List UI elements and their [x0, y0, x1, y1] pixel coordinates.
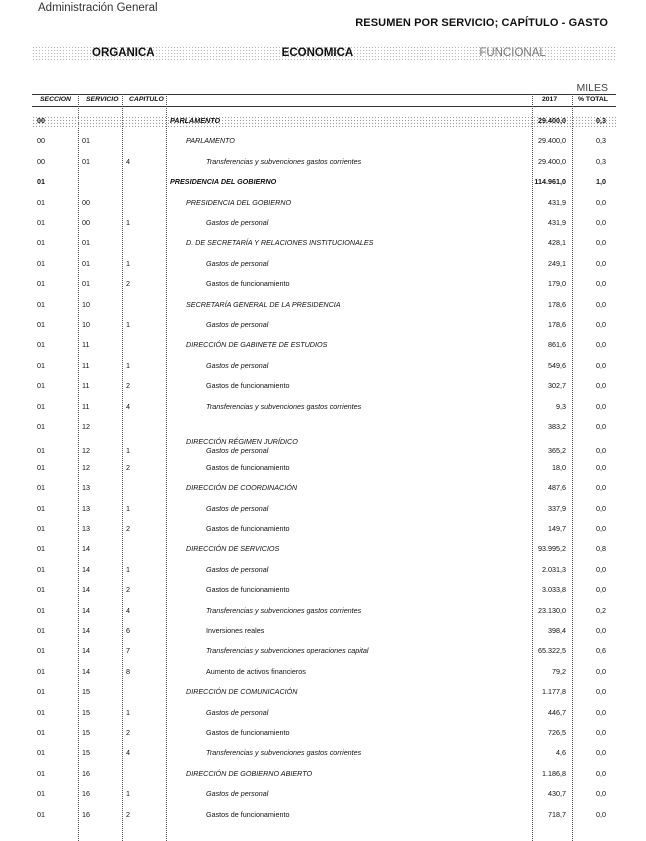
cell-descripcion — [170, 565, 530, 574]
section-row — [32, 177, 616, 188]
cell-servicio: 16 — [82, 789, 90, 799]
cell-servicio: 14 — [82, 585, 90, 595]
cell-descripcion — [170, 606, 530, 615]
cell-capitulo: 1 — [126, 320, 130, 329]
cell-porcentaje: 0,0 — [596, 218, 606, 227]
budget-table — [32, 94, 616, 841]
cell-capitulo: 1 — [126, 789, 130, 799]
description-text: DIRECCIÓN DE GABINETE DE ESTUDIOS — [186, 340, 328, 350]
cell-capitulo: 1 — [126, 564, 130, 574]
cell-importe: 149,7 — [548, 524, 566, 533]
chapter-row — [32, 606, 616, 617]
cell-descripcion — [170, 483, 530, 492]
cell-descripcion — [170, 218, 530, 227]
cell-importe: 428,1 — [548, 238, 566, 248]
cell-importe: 2.031,3 — [542, 564, 566, 574]
chapter-row — [32, 748, 616, 759]
cell-porcentaje: 0,3 — [596, 156, 606, 166]
cell-capitulo: 2 — [126, 524, 130, 533]
description-text: PRESIDENCIA DEL GOBIERNO — [170, 177, 277, 187]
cell-importe: 726,5 — [548, 728, 566, 737]
cell-seccion: 01 — [37, 340, 45, 350]
filter-funcional-label: FUNCIONAL — [479, 47, 546, 59]
cell-servicio: 14 — [82, 626, 90, 635]
cell-importe: 1.186,8 — [542, 768, 566, 778]
header-seccion: SECCION — [40, 96, 71, 103]
cell-importe: 179,0 — [548, 279, 566, 289]
chapter-row — [32, 667, 616, 678]
service-description: DIRECCIÓN RÉGIMEN JURÍDICO — [186, 437, 298, 447]
cell-porcentaje: 0,0 — [596, 728, 606, 737]
cell-servicio: 13 — [82, 524, 90, 533]
description-text: Gastos de personal — [206, 789, 269, 799]
filter-funcional[interactable] — [421, 46, 616, 62]
cell-descripcion — [170, 116, 530, 125]
cell-porcentaje: 0,0 — [596, 809, 606, 819]
cell-servicio: 01 — [82, 238, 90, 248]
service-row — [32, 238, 616, 249]
cell-servicio: 14 — [82, 564, 90, 574]
cell-importe: 398,4 — [548, 626, 566, 635]
cell-seccion: 01 — [37, 197, 45, 207]
cell-servicio: 00 — [82, 218, 90, 227]
description-text: D. DE SECRETARÍA Y RELACIONES INSTITUCIONALES — [186, 238, 374, 248]
cell-seccion: 01 — [37, 646, 45, 656]
cell-porcentaje: 0,8 — [596, 544, 606, 554]
chapter-row — [32, 504, 616, 515]
service-row — [32, 544, 616, 555]
cell-servicio: 12 — [82, 462, 90, 472]
cell-servicio: 15 — [82, 687, 90, 697]
cell-seccion: 01 — [37, 258, 45, 268]
cell-servicio: 10 — [82, 299, 90, 309]
cell-seccion: 01 — [37, 218, 45, 227]
cell-porcentaje: 0,0 — [596, 422, 606, 431]
cell-porcentaje: 0,0 — [596, 299, 606, 309]
cell-descripcion — [170, 626, 530, 635]
chapter-row — [32, 402, 616, 413]
cell-capitulo: 1 — [126, 446, 130, 456]
cell-servicio: 15 — [82, 707, 90, 717]
cell-importe: 487,6 — [548, 483, 566, 493]
description-text: Gastos de personal — [206, 707, 269, 717]
cell-servicio: 14 — [82, 605, 90, 615]
cell-porcentaje: 0,0 — [596, 564, 606, 574]
cell-seccion: 01 — [37, 605, 45, 615]
service-row — [32, 687, 616, 698]
cell-capitulo: 4 — [126, 605, 130, 615]
cell-importe: 29.400,0 — [538, 136, 566, 146]
cell-seccion: 01 — [37, 360, 45, 370]
cell-descripcion — [170, 402, 530, 411]
cell-porcentaje: 1,0 — [596, 177, 606, 187]
cell-servicio: 14 — [82, 544, 90, 554]
description-text: Transferencias y subvenciones operaciones capital — [206, 646, 369, 656]
cell-servicio: 11 — [82, 401, 90, 411]
cell-importe: 861,6 — [548, 340, 566, 350]
cell-seccion: 01 — [37, 666, 45, 676]
description-text: DIRECCIÓN DE GOBIERNO ABIERTO — [186, 768, 313, 778]
cell-porcentaje: 0,0 — [596, 360, 606, 370]
cell-porcentaje: 0,2 — [596, 605, 606, 615]
cell-descripcion — [170, 437, 530, 456]
cell-porcentaje: 0,0 — [596, 748, 606, 758]
header-servicio: SERVICIO — [86, 96, 119, 103]
cell-seccion: 01 — [37, 748, 45, 758]
cell-descripcion — [170, 320, 530, 329]
cell-seccion: 01 — [37, 544, 45, 554]
cell-servicio: 01 — [82, 258, 90, 268]
cell-seccion: 01 — [37, 279, 45, 289]
report-title: RESUMEN POR SERVICIO; CAPÍTULO - GASTO — [355, 17, 608, 29]
cell-importe: 18,0 — [552, 462, 566, 472]
header-pct: % TOTAL — [578, 96, 608, 103]
description-text: Gastos de personal — [206, 564, 269, 574]
cell-capitulo: 6 — [126, 626, 130, 635]
cell-descripcion — [170, 422, 530, 431]
cell-descripcion — [170, 769, 530, 778]
cell-porcentaje: 0,6 — [596, 646, 606, 656]
description-text: DIRECCIÓN DE COMUNICACIÓN — [186, 687, 298, 697]
cell-importe: 114.961,0 — [534, 177, 566, 187]
description-text: Gastos de funcionamiento — [206, 585, 290, 595]
cell-servicio: 15 — [82, 728, 90, 737]
cell-descripcion — [170, 585, 530, 594]
cell-importe: 549,6 — [548, 360, 566, 370]
description-text: DIRECCIÓN DE SERVICIOS — [186, 544, 280, 554]
chapter-row — [32, 789, 616, 800]
header-capitulo: CAPITULO — [129, 96, 164, 103]
description-text: Inversiones reales — [206, 626, 265, 635]
chapter-row — [32, 626, 616, 637]
chapter-row — [32, 381, 616, 392]
description-text: Gastos de funcionamiento — [206, 381, 290, 391]
cell-descripcion — [170, 463, 530, 472]
cell-servicio: 01 — [82, 136, 90, 146]
cell-seccion: 01 — [37, 177, 45, 187]
cell-descripcion — [170, 810, 530, 819]
cell-servicio: 00 — [82, 197, 90, 207]
cell-seccion: 01 — [37, 320, 45, 329]
description-text: Transferencias y subvenciones gastos corrientes — [206, 748, 362, 758]
description-text: Gastos de personal — [206, 218, 269, 227]
cell-seccion: 00 — [37, 156, 45, 166]
service-row — [32, 198, 616, 209]
cell-seccion: 01 — [37, 564, 45, 574]
cell-capitulo: 1 — [126, 503, 130, 513]
cell-importe: 365,2 — [548, 446, 566, 456]
cell-servicio: 16 — [82, 768, 90, 778]
cell-seccion: 01 — [37, 789, 45, 799]
cell-porcentaje: 0,0 — [596, 401, 606, 411]
cell-importe: 4,6 — [556, 748, 566, 758]
service-row — [32, 136, 616, 147]
cell-seccion: 01 — [37, 768, 45, 778]
cell-servicio: 01 — [82, 156, 90, 166]
cell-seccion: 01 — [37, 422, 45, 431]
cell-seccion: 01 — [37, 809, 45, 819]
cell-importe: 302,7 — [548, 381, 566, 391]
chapter-row — [32, 320, 616, 331]
table-header-rule — [32, 106, 616, 107]
cell-descripcion — [170, 728, 530, 737]
chapter-row — [32, 361, 616, 372]
cell-capitulo: 1 — [126, 218, 130, 227]
cell-capitulo: 2 — [126, 809, 130, 819]
description-text: Gastos de personal — [206, 320, 269, 329]
description-text: Transferencias y subvenciones gastos corrientes — [206, 156, 362, 166]
service-row — [32, 483, 616, 494]
description-text: Aumento de activos financieros — [206, 666, 306, 676]
cell-porcentaje: 0,0 — [596, 707, 606, 717]
header-year: 2017 — [542, 96, 558, 103]
description-text: Gastos de funcionamiento — [206, 524, 290, 533]
cell-seccion: 01 — [37, 483, 45, 493]
chapter-description: Gastos de personal — [206, 446, 269, 456]
filter-economica[interactable] — [227, 46, 422, 62]
description-text — [170, 422, 186, 431]
cell-seccion: 01 — [37, 687, 45, 697]
cell-capitulo: 2 — [126, 462, 130, 472]
cell-descripcion — [170, 259, 530, 268]
description-text: Gastos de funcionamiento — [206, 462, 290, 472]
cell-porcentaje: 0,3 — [596, 136, 606, 146]
cell-importe: 79,2 — [552, 666, 566, 676]
cell-importe: 178,6 — [548, 299, 566, 309]
cell-importe: 430,7 — [548, 789, 566, 799]
cell-servicio: 11 — [82, 340, 90, 350]
cell-seccion: 01 — [37, 524, 45, 533]
cell-porcentaje: 0,0 — [596, 238, 606, 248]
cell-servicio: 01 — [82, 279, 90, 289]
chapter-row — [32, 565, 616, 576]
cell-seccion: 01 — [37, 707, 45, 717]
table-header — [32, 94, 616, 106]
description-text: SECRETARÍA GENERAL DE LA PRESIDENCIA — [186, 299, 341, 309]
filter-economica-label: ECONOMICA — [281, 47, 354, 59]
cell-seccion: 01 — [37, 446, 45, 456]
cell-servicio: 14 — [82, 666, 90, 676]
cell-descripcion — [170, 300, 530, 309]
cell-importe: 718,7 — [548, 809, 566, 819]
cell-descripcion — [170, 136, 530, 145]
section-row — [32, 116, 616, 127]
cell-capitulo: 4 — [126, 401, 130, 411]
cell-importe: 431,9 — [548, 218, 566, 227]
cell-importe: 1.177,8 — [542, 687, 566, 697]
cell-porcentaje: 0,0 — [596, 585, 606, 595]
cell-descripcion — [170, 381, 530, 390]
cell-servicio: 13 — [82, 503, 90, 513]
chapter-row — [32, 585, 616, 596]
service-row — [32, 422, 616, 433]
description-text: Transferencias y subvenciones gastos corrientes — [206, 401, 362, 411]
cell-importe: 29.400,0 — [538, 116, 566, 125]
cell-capitulo: 4 — [126, 156, 130, 166]
cell-descripcion — [170, 667, 530, 676]
chapter-row — [32, 279, 616, 290]
cell-descripcion — [170, 646, 530, 655]
cell-descripcion — [170, 238, 530, 247]
description-text: Gastos de personal — [206, 258, 269, 268]
description-text: Gastos de personal — [206, 503, 269, 513]
chapter-row — [32, 259, 616, 270]
filter-organica-label: ORGANICA — [92, 47, 155, 59]
chapter-row — [32, 728, 616, 739]
cell-porcentaje: 0,0 — [596, 197, 606, 207]
chapter-row — [32, 157, 616, 168]
cell-seccion: 00 — [37, 136, 45, 146]
description-text: DIRECCIÓN DE COORDINACIÓN — [186, 483, 298, 493]
cell-descripcion — [170, 708, 530, 717]
cell-importe: 383,2 — [548, 422, 566, 431]
cell-importe: 337,9 — [548, 503, 566, 513]
cell-descripcion — [170, 177, 530, 186]
cell-descripcion — [170, 340, 530, 349]
chapter-row — [32, 708, 616, 719]
filter-organica[interactable] — [32, 46, 227, 62]
description-text: PRESIDENCIA DEL GOBIERNO — [186, 197, 292, 207]
cell-descripcion — [170, 748, 530, 757]
cell-importe: 9,3 — [556, 401, 566, 411]
cell-servicio: 11 — [82, 381, 90, 391]
cell-porcentaje: 0,0 — [596, 503, 606, 513]
chapter-row — [32, 524, 616, 535]
cell-seccion: 01 — [37, 728, 45, 737]
cell-porcentaje: 0,0 — [596, 381, 606, 391]
cell-descripcion — [170, 504, 530, 513]
cell-seccion: 01 — [37, 299, 45, 309]
description-text: Gastos de personal — [206, 360, 269, 370]
cell-descripcion — [170, 157, 530, 166]
cell-capitulo: 2 — [126, 728, 130, 737]
cell-porcentaje: 0,0 — [596, 789, 606, 799]
cell-porcentaje: 0,0 — [596, 626, 606, 635]
cell-seccion: 01 — [37, 462, 45, 472]
cell-capitulo: 4 — [126, 748, 130, 758]
cell-porcentaje: 0,0 — [596, 320, 606, 329]
cell-descripcion — [170, 524, 530, 533]
cell-descripcion — [170, 198, 530, 207]
cell-importe: 431,9 — [548, 197, 566, 207]
cell-capitulo: 1 — [126, 707, 130, 717]
cell-porcentaje: 0,0 — [596, 666, 606, 676]
cell-importe: 65.322,5 — [538, 646, 566, 656]
cell-servicio: 11 — [82, 360, 90, 370]
cell-importe: 178,6 — [548, 320, 566, 329]
cell-seccion: 01 — [37, 503, 45, 513]
cell-importe: 249,1 — [548, 258, 566, 268]
cell-servicio: 12 — [82, 422, 90, 431]
cell-importe: 29.400,0 — [538, 156, 566, 166]
cell-capitulo: 2 — [126, 381, 130, 391]
cell-seccion: 01 — [37, 381, 45, 391]
cell-seccion: 01 — [37, 585, 45, 595]
cell-porcentaje: 0,0 — [596, 258, 606, 268]
cell-servicio: 15 — [82, 748, 90, 758]
classification-filter-bar — [32, 46, 616, 62]
cell-importe: 3.033,8 — [542, 585, 566, 595]
org-name: Administración General — [38, 2, 158, 14]
cell-porcentaje: 0,3 — [596, 116, 606, 125]
cell-descripcion — [170, 789, 530, 798]
cell-importe: 23.130,0 — [538, 605, 566, 615]
cell-porcentaje: 0,0 — [596, 768, 606, 778]
cell-servicio: 10 — [82, 320, 90, 329]
service-row — [32, 300, 616, 311]
cell-descripcion — [170, 279, 530, 288]
chapter-row — [32, 646, 616, 657]
cell-servicio: 12 — [82, 446, 90, 456]
cell-seccion: 01 — [37, 626, 45, 635]
description-text: Gastos de funcionamiento — [206, 809, 290, 819]
units-label: MILES — [576, 82, 608, 94]
description-text: Gastos de funcionamiento — [206, 279, 290, 289]
cell-porcentaje: 0,0 — [596, 524, 606, 533]
cell-importe: 446,7 — [548, 707, 566, 717]
description-text: PARLAMENTO — [170, 116, 221, 125]
service-row — [32, 769, 616, 780]
description-text: Gastos de funcionamiento — [206, 728, 290, 737]
cell-capitulo: 8 — [126, 666, 130, 676]
cell-seccion: 01 — [37, 238, 45, 248]
cell-porcentaje: 0,0 — [596, 462, 606, 472]
cell-capitulo: 1 — [126, 360, 130, 370]
cell-porcentaje: 0,0 — [596, 340, 606, 350]
cell-descripcion — [170, 361, 530, 370]
cell-capitulo: 2 — [126, 279, 130, 289]
cell-porcentaje: 0,0 — [596, 687, 606, 697]
chapter-row — [32, 437, 616, 457]
cell-seccion: 00 — [37, 116, 45, 125]
cell-importe: 93.995,2 — [538, 544, 566, 554]
cell-porcentaje: 0,0 — [596, 279, 606, 289]
cell-servicio: 13 — [82, 483, 90, 493]
cell-descripcion — [170, 544, 530, 553]
cell-capitulo: 2 — [126, 585, 130, 595]
cell-porcentaje: 0,0 — [596, 483, 606, 493]
chapter-row — [32, 463, 616, 474]
chapter-row — [32, 810, 616, 821]
cell-capitulo: 7 — [126, 646, 130, 656]
cell-servicio: 16 — [82, 809, 90, 819]
description-text: PARLAMENTO — [186, 136, 235, 146]
chapter-row — [32, 218, 616, 229]
service-row — [32, 340, 616, 351]
cell-seccion: 01 — [37, 401, 45, 411]
description-text: Transferencias y subvenciones gastos corrientes — [206, 605, 362, 615]
cell-descripcion — [170, 687, 530, 696]
cell-capitulo: 1 — [126, 258, 130, 268]
cell-porcentaje: 0,0 — [596, 446, 606, 456]
cell-servicio: 14 — [82, 646, 90, 656]
